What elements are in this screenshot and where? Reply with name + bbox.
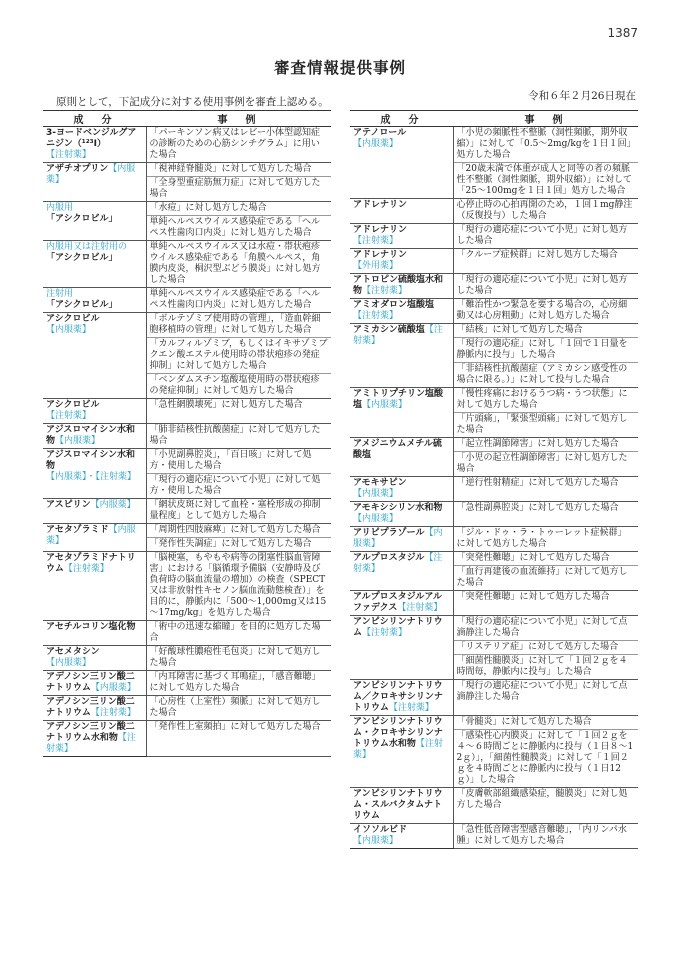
case-cell: 「好酸球性膿疱性毛包炎」に対して処方した場合 [146,646,331,671]
ingredient-name: アンピシリンナトリウム・スルバクタムナトリウム [353,789,443,821]
case-cell: 「クループ症候群」に対し処方した場合 [453,249,638,274]
table-row [43,449,331,474]
case-cell: 「血行再建後の血流維持」に対して処方した場合 [453,566,638,591]
case-cell: 「20歳未満で体重が成人と同等の者の頻脈性不整脈（洞性頻脈，期外収縮）」に対して「25～100mgを１日１回」処方した場合 [453,163,638,199]
case-cell: 「非結核性抗酸菌症（アミカシン感受性の場合に限る。）」に対して投与した場合 [453,363,638,388]
case-cell: 「片頭痛」，「緊張型頭痛」に対して処方した場合 [453,413,638,438]
ingredient-type-tag: 【注射薬】 [362,628,408,638]
header-example: 事 例 [146,111,331,127]
ingredient-name: 「アシクロビル」 [46,214,118,224]
table-row [43,313,331,338]
case-cell: 単純ヘルペスウイルス又は水痘・帯状疱疹ウイルス感染症である「角膜ヘルペス，角膜内皮炎，桐沢型ぶどう膜炎」に対し処方した場合 [146,241,331,288]
ingredient-cell [350,616,453,680]
case-cell: 「リステリア症」に対して処方した場合 [453,641,638,655]
ingredient-cell [43,721,146,757]
table-row [43,524,331,538]
ingredient-cell [43,313,146,399]
table-row [43,621,331,646]
ingredient-type-tag: 【注射薬】 [353,553,443,574]
ingredient-name: アンピシリンナトリウム [353,617,443,638]
ingredient-cell [350,224,453,249]
ingredient-type-tag: 【内服薬】 [362,400,408,410]
left-table-body [43,127,331,757]
ingredient-name: 「アシクロビル」 [46,300,118,310]
table-row [350,477,638,502]
ingredient-name: アミカシン硫酸塩 [353,325,425,335]
ingredient-name: アンピシリンナトリウム／クロキサシリンナトリウム [353,681,443,713]
ingredient-name: アデノシン三リン酸二ナトリウム [46,672,135,693]
ingredient-cell [43,399,146,424]
ingredient-cell [43,449,146,499]
ingredient-cell [43,671,146,696]
table-row [43,288,331,313]
table-row [350,788,638,824]
table-row [350,680,638,716]
table-row [350,527,638,552]
table-row [43,671,331,696]
ingredient-type-tag: 【注射薬】 [90,708,136,718]
page-number: 1387 [607,26,638,40]
table-row [43,721,331,757]
case-cell: 「逆行性射精症」に対して処方した場合 [453,477,638,502]
table-row [43,399,331,424]
ingredient-type-tag: 【注射薬】 [353,311,399,321]
page-title: 審査情報提供事例 [273,59,406,77]
ingredient-name: アセタゾラミドナトリウム [46,553,136,574]
right-table [350,110,638,849]
case-cell: 「周期性四肢麻痺」に対して処方した場合 [146,524,331,538]
ingredient-name: アモキシシリン水和物 [353,503,443,513]
ingredient-name: アミトリプチリン塩酸塩 [353,389,444,410]
case-cell: 「難治性かつ緊急を要する場合の，心房細動又は心房粗動」に対し処方した場合 [453,299,638,324]
ingredient-cell [350,502,453,527]
ingredient-name: アルプロスタジル [353,553,425,563]
table-row [43,552,331,621]
ingredient-type-tag: 注射用 [46,289,74,299]
ingredient-name: 「アシクロビル」 [46,253,118,263]
table-row [350,388,638,413]
table-row [43,646,331,671]
case-cell: 「カルフィルゾミブ，もしくはイキサゾミブクエン酸エステル使用時の帯状疱疹の発症抑制」に対して処方した場合 [146,338,331,374]
ingredient-type-tag: 内服用又は注射用の [46,242,128,252]
ingredient-cell [350,824,453,849]
ingredient-name: アメジニウムメチル硫酸塩 [353,439,442,460]
case-cell: 「小児の起立性調節障害」に対し処方した場合 [453,452,638,477]
case-cell: 「突発性難聴」に対して処方した場合 [453,552,638,566]
ingredient-cell [350,591,453,616]
ingredient-type-tag: 【内服薬】 [46,164,136,185]
case-cell: 「発作性上室頻拍」に対して処方した場合 [146,721,331,757]
ingredient-cell [43,499,146,524]
case-cell: 「肺非結核性抗酸菌症」に対して処方した場合 [146,424,331,449]
ingredient-type-tag: 【注射薬】 [353,236,399,246]
ingredient-name: イソソルビド [353,825,408,835]
case-cell: 「起立性調節障害」に対し処方した場合 [453,438,638,452]
table-row [350,274,638,299]
table-row [350,224,638,249]
ingredient-cell [350,438,453,477]
ingredient-name: アセチルコリン塩化物 [46,622,136,632]
ingredient-name: アスピリン [46,500,91,510]
ingredient-cell [43,621,146,646]
ingredient-name: アミオダロン塩酸塩 [353,300,435,310]
case-cell: 「網状皮斑に対して血栓・塞栓形成の抑制量程度」として処方した場合 [146,499,331,524]
ingredient-type-tag: 内服用 [46,203,74,213]
ingredient-type-tag: 【内服薬】 [46,325,92,335]
ingredient-name: アルプロスタジルアルファデクス [353,592,443,613]
case-cell: 「皮膚軟部組織感染症，髄膜炎」に対し処方した場合 [453,788,638,824]
ingredient-type-tag: 【注射薬】 [46,733,136,754]
ingredient-cell [350,324,453,388]
ingredient-cell [350,127,453,199]
table-row [350,616,638,641]
ingredient-cell [350,716,453,788]
ingredient-cell [43,524,146,552]
table-row [43,241,331,288]
ingredient-cell [43,163,146,202]
ingredient-type-tag: 【注射薬】 [397,603,443,613]
ingredient-cell [350,552,453,591]
table-row [350,199,638,224]
case-cell: 「急性副鼻腔炎」に対して処方した場合 [453,502,638,527]
ingredient-cell [350,249,453,274]
ingredient-cell [350,477,453,502]
ingredient-name: アセタゾラミド [46,525,109,535]
ingredient-cell [43,202,146,241]
case-cell: 「急性低音障害型感音難聴」，「内リンパ水腫」に対して処方した場合 [453,824,638,849]
case-cell: 「現行の適応症について小児」に対し処方した場合 [453,274,638,299]
ingredient-name: アテノロール [353,128,407,138]
ingredient-cell [43,424,146,449]
case-cell: 「内耳障害に基づく耳鳴症」，「感音難聴」に対して処方した場合 [146,671,331,696]
ingredient-cell [350,680,453,716]
ingredient-name: アリピプラゾール [353,528,425,538]
ingredient-cell [350,299,453,324]
ingredient-name: アシクロビル [46,400,100,410]
ingredient-type-tag: 【内服薬】 [55,436,101,446]
ingredient-name: アドレナリン [353,250,408,260]
table-row [350,127,638,163]
left-table [43,110,331,757]
case-cell: 「現行の適応症について小児」に対して点滴静注した場合 [453,616,638,641]
case-cell: 「発作性失調症」に対して処方した場合 [146,538,331,552]
ingredient-type-tag: 【外用薬】 [353,261,399,271]
table-row [43,202,331,216]
ingredient-cell [43,288,146,313]
case-cell: 「現行の適応症について小児」に対し処方した場合 [453,224,638,249]
case-cell: 「脳梗塞，もやもや病等の閉塞性脳血管障害」における「脳循環予備脳（安静時及び負荷時の脳血流量の増加）の検査（SPECT又は非放射性キセノン脳血流動態検査）」を目的に，静脈内に「500～1,000mg又は15～17mg/kg」を処方した場合 [146,552,331,621]
ingredient-type-tag: 【注射薬】 [353,739,443,760]
ingredient-type-tag: 【内服薬】 [46,658,92,668]
case-cell: 「細菌性髄膜炎」に対して「１回２ｇを４時間毎，静脈内に投与」した場合 [453,655,638,680]
case-cell: 「小児の頻脈性不整脈（洞性頻脈，期外収縮）」に対して「0.5～2mg/kgを１日１回」処方した場合 [453,127,638,163]
table-row [350,552,638,566]
case-cell: 単純ヘルペスウイルス感染症である「ヘルペス性歯肉口内炎」に対し処方した場合 [146,288,331,313]
table-row [43,127,331,163]
ingredient-type-tag: 【注射薬】 [353,325,443,346]
ingredient-type-tag: 【内服薬】 [90,500,136,510]
ingredient-type-tag: 【注射薬】 [388,703,434,713]
case-cell: 「水痘」に対し処方した場合 [146,202,331,216]
ingredient-name: アンピシリンナトリウム・クロキサシリンナトリウム水和物 [353,717,443,749]
right-table-body [350,127,638,849]
ingredient-cell [43,127,146,163]
table-row [350,324,638,338]
case-cell: 「術中の迅速な縮瞳」を目的に処方した場合 [146,621,331,646]
table-row [350,438,638,452]
ingredient-cell [350,388,453,438]
ingredient-type-tag: 【内服薬】・【注射薬】 [46,472,137,482]
case-cell: 「感染性心内膜炎」に対して「１回２ｇを４～６時間ごとに静脈内に投与（１日８～12ｇ）」，「細菌性髄膜炎」に対して「１回２ｇを４時間ごとに静脈内に投与（１日12ｇ）」した場合 [453,730,638,788]
case-cell: 心停止時の心拍再開のため，１回１mg静注（反復投与）した場合 [453,199,638,224]
table-row [350,502,638,527]
header-example: 事 例 [453,111,638,127]
table-row [350,716,638,730]
table-row [350,299,638,324]
header-ingredient: 成 分 [350,111,453,127]
ingredient-name: 3-ヨードベンジルグアニジン（¹²³I） [46,128,137,149]
ingredient-type-tag: 【内服薬】 [353,528,443,549]
ingredient-name: アジスロマイシン水和物 [46,425,135,446]
ingredient-cell [350,527,453,552]
ingredient-type-tag: 【注射薬】 [63,564,109,574]
case-cell: 「小児副鼻腔炎」，「百日咳」に対して処方・使用した場合 [146,449,331,474]
table-row [43,499,331,524]
case-cell: 「現行の適応症について小児」に対して処方・使用した場合 [146,474,331,499]
ingredient-cell [43,552,146,621]
ingredient-type-tag: 【内服薬】 [353,514,399,524]
ingredient-type-tag: 【内服薬】 [353,836,399,846]
case-cell: 「骨髄炎」に対して処方した場合 [453,716,638,730]
case-cell: 「現行の適応症」に対し「１回で１日量を静脈内に投与」した場合 [453,338,638,363]
ingredient-name: アトロピン硫酸塩水和物 [353,275,444,296]
case-cell: 「急性網膜壊死」に対し処方した場合 [146,399,331,424]
ingredient-cell [43,241,146,288]
ingredient-name: アデノシン三リン酸二ナトリウム [46,697,135,718]
ingredient-name: アジスロマイシン水和物 [46,450,135,471]
ingredient-cell [43,696,146,721]
ingredient-type-tag: 【注射薬】 [362,286,408,296]
ingredient-cell [350,274,453,299]
ingredient-cell [350,199,453,224]
header-ingredient: 成 分 [43,111,146,127]
ingredient-name: アドレナリン [353,225,408,235]
table-row [350,249,638,274]
ingredient-type-tag: 【内服薬】 [353,139,399,149]
ingredient-name: アドレナリン [353,200,408,210]
ingredient-type-tag: 【内服薬】 [46,525,136,546]
ingredient-name: アデノシン三リン酸二ナトリウム水和物 [46,722,135,743]
case-cell: 「慢性疼痛におけるうつ病・うつ状態」に対して処方した場合 [453,388,638,413]
case-cell: 「ジル・ドゥ・ラ・トゥーレット症候群」に対して処方した場合 [453,527,638,552]
case-cell: 「心房性（上室性）頻脈」に対して処方した場合 [146,696,331,721]
case-cell: 単純ヘルペスウイルス感染症である「ヘルペス性歯肉口内炎」に対し処方した場合 [146,216,331,241]
table-row [43,163,331,177]
ingredient-name: アザチオプリン [46,164,109,174]
table-row [43,424,331,449]
ingredient-type-tag: 【内服薬】 [353,489,399,499]
case-cell: 「突発性難聴」に対して処方した場合 [453,591,638,616]
ingredient-cell [43,646,146,671]
case-cell: 「全身型重症筋無力症」に対して処方した場合 [146,177,331,202]
table-row [350,591,638,616]
intro-text: 原則として，下記成分に対する使用事例を審査上認める。 [56,96,329,108]
ingredient-name: アセメタシン [46,647,100,657]
table-row [350,824,638,849]
date-label: 令和６年２月26日現在 [528,90,636,102]
ingredient-type-tag: 【注射薬】 [46,411,92,421]
ingredient-cell [350,788,453,824]
case-cell: 「結核」に対して処方した場合 [453,324,638,338]
case-cell: 「現行の適応症について小児」に対して点滴静注した場合 [453,680,638,716]
ingredient-name: アモキサピン [353,478,407,488]
ingredient-type-tag: 【内服薬】 [90,683,136,693]
table-row [43,696,331,721]
case-cell: 「ボルテゾミブ使用時の管理」，「造血幹細胞移植時の管理」に対して処方した場合 [146,313,331,338]
ingredient-type-tag: 【注射薬】 [46,150,92,160]
ingredient-name: アシクロビル [46,314,100,324]
case-cell: 「パーキンソン病又はレビー小体型認知症の診断のための心筋シンチグラム」に用いた場合 [146,127,331,163]
case-cell: 「視神経脊髄炎」に対して処方した場合 [146,163,331,177]
case-cell: 「ベンダムスチン塩酸塩使用時の帯状疱疹の発症抑制」に対して処方した場合 [146,374,331,399]
